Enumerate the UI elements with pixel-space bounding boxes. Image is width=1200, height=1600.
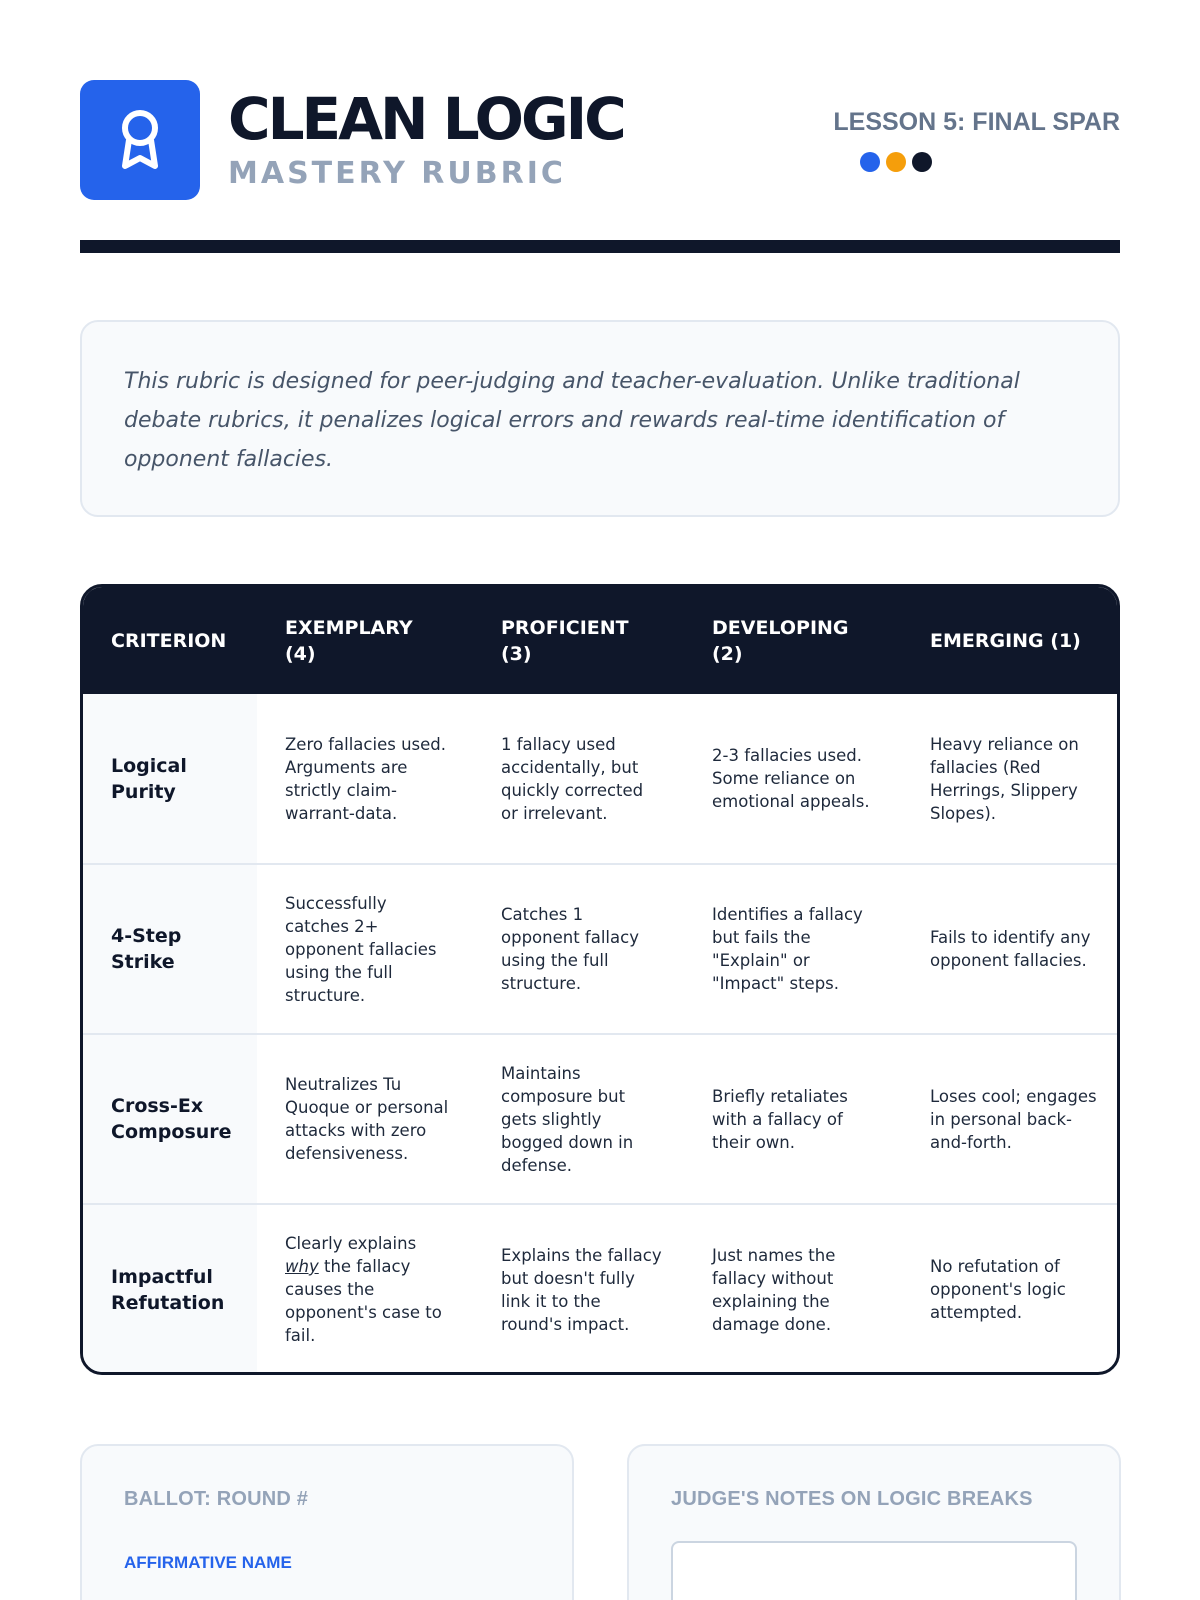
exemplary-cell: Neutralizes Tu Quoque or personal attacks with zero defensiveness. bbox=[285, 1075, 449, 1163]
exemplary-cell bbox=[257, 1204, 473, 1374]
criterion-cell: Impactful Refutation bbox=[83, 1204, 257, 1374]
header-developing: DEVELOPING (2) bbox=[712, 616, 849, 665]
proficient-cell: Explains the fallacy but doesn't fully link it to the round's impact. bbox=[501, 1245, 662, 1334]
header-criterion: CRITERION bbox=[111, 629, 227, 652]
table-row bbox=[83, 1034, 1117, 1204]
emerging-cell: Loses cool; engages in personal back-and-forth. bbox=[930, 1086, 1097, 1152]
intro-text: This rubric is designed for peer-judging and teacher-evaluation. Unlike traditional debate rubrics, it penalizes logical errors and rewards real-time identification of opponent fallacies. bbox=[124, 369, 1020, 472]
judge-notes-input[interactable] bbox=[671, 1541, 1077, 1600]
navy-dot bbox=[912, 152, 932, 172]
table-row bbox=[83, 1204, 1117, 1374]
page-header bbox=[80, 80, 1120, 200]
emerging-cell: No refutation of opponent's logic attempted. bbox=[930, 1257, 1066, 1322]
ballot-panel bbox=[80, 1444, 574, 1600]
page-title: CLEAN LOGIC bbox=[228, 85, 624, 153]
intro-box bbox=[80, 320, 1120, 517]
emerging-cell: Fails to identify any opponent fallacies. bbox=[930, 928, 1091, 970]
header-emerging: EMERGING (1) bbox=[930, 629, 1081, 652]
exemplary-cell: Successfully catches 2+ opponent fallacies using the full structure. bbox=[285, 893, 437, 1005]
criterion-cell: Cross-Ex Composure bbox=[83, 1034, 257, 1204]
header-divider bbox=[80, 240, 1120, 253]
table-row bbox=[83, 694, 1117, 864]
criterion-cell: 4-Step Strike bbox=[83, 864, 257, 1034]
emphasis-why: why bbox=[285, 1257, 319, 1276]
header-exemplary: EXEMPLARY (4) bbox=[285, 616, 413, 665]
orange-dot bbox=[886, 152, 906, 172]
blue-dot bbox=[860, 152, 880, 172]
table-row bbox=[83, 864, 1117, 1034]
proficient-cell: 1 fallacy used accidentally, but quickly corrected or irrelevant. bbox=[501, 734, 644, 823]
exemplary-text-prefix: Clearly explains bbox=[285, 1234, 417, 1253]
exemplary-text-suffix: the fallacy causes the opponent's case to fail. bbox=[285, 1257, 442, 1345]
exemplary-cell: Zero fallacies used. Arguments are strictly claim-warrant-data. bbox=[285, 734, 446, 823]
proficient-cell: Catches 1 opponent fallacy using the full structure. bbox=[501, 905, 639, 993]
logo-badge bbox=[80, 80, 200, 200]
criterion-cell: Logical Purity bbox=[83, 694, 257, 864]
rubric-table bbox=[80, 584, 1120, 1375]
emerging-cell: Heavy reliance on fallacies (Red Herrings, Slippery Slopes). bbox=[930, 734, 1079, 823]
award-ribbon-icon bbox=[116, 108, 164, 172]
developing-cell: 2-3 fallacies used. Some reliance on emotional appeals. bbox=[712, 746, 870, 811]
header-proficient: PROFICIENT (3) bbox=[501, 616, 629, 665]
lesson-label: LESSON 5: FINAL SPAR bbox=[833, 108, 1120, 136]
proficient-cell: Maintains composure but gets slightly bogged down in defense. bbox=[501, 1063, 634, 1175]
developing-cell: Identifies a fallacy but fails the "Explain" or "Impact" steps. bbox=[712, 905, 863, 993]
judge-notes-panel bbox=[627, 1444, 1121, 1600]
page-subtitle: MASTERY RUBRIC bbox=[228, 156, 566, 191]
developing-cell: Just names the fallacy without explaining the damage done. bbox=[712, 1245, 836, 1334]
judge-notes-title: JUDGE'S NOTES ON LOGIC BREAKS bbox=[671, 1488, 1033, 1510]
table-header-row bbox=[83, 587, 1117, 694]
affirmative-name-label: AFFIRMATIVE NAME bbox=[124, 1553, 292, 1572]
ballot-title: BALLOT: ROUND # bbox=[124, 1488, 309, 1510]
developing-cell: Briefly retaliates with a fallacy of their own. bbox=[712, 1086, 848, 1152]
color-dots bbox=[860, 152, 932, 172]
